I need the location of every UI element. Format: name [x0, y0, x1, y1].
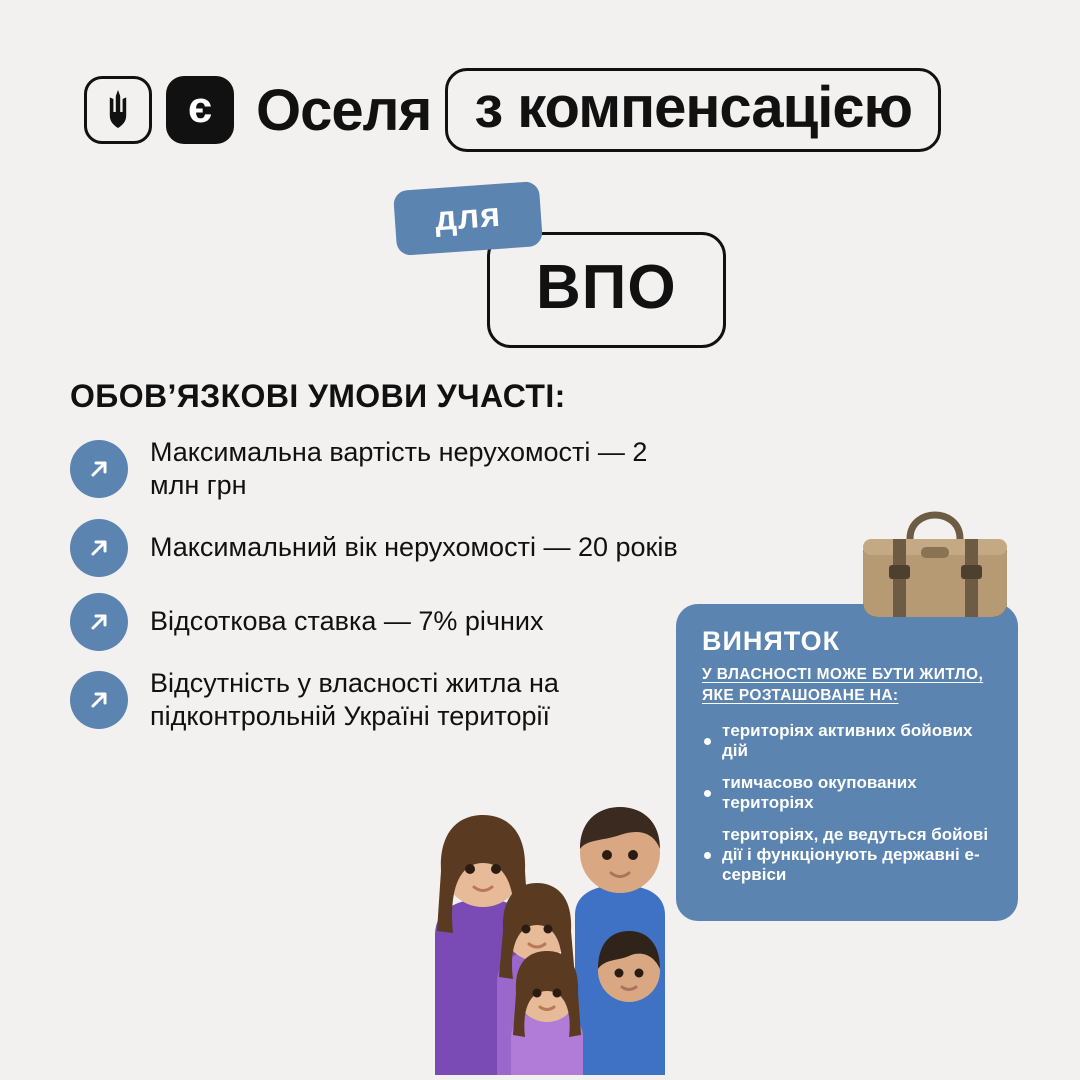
arrow-up-right-icon [70, 593, 128, 651]
exception-subtitle: У ВЛАСНОСТІ МОЖЕ БУТИ ЖИТЛО, ЯКЕ РОЗТАШОВАНЕ НА: [702, 666, 984, 704]
list-item [70, 667, 690, 734]
list-item [70, 519, 690, 577]
travel-bag-illustration [855, 505, 1015, 635]
ukraine-trident-emblem-icon [84, 76, 152, 144]
arrow-up-right-icon [70, 519, 128, 577]
diia-logo: є [166, 76, 234, 144]
exception-list [702, 721, 996, 885]
list-item [70, 436, 690, 503]
arrow-up-right-icon [70, 440, 128, 498]
list-item: тимчасово окупованих територіях [702, 773, 996, 813]
list-item [70, 593, 690, 651]
audience-badge: ВПО [487, 232, 726, 348]
family-illustration [425, 745, 725, 1080]
for-badge: для [393, 181, 543, 256]
list-item: територіях активних бойових дій [702, 721, 996, 761]
exception-card [676, 604, 1018, 921]
list-item-label: Відсоткова ставка — 7% річних [150, 606, 544, 637]
page-title-highlight: з компенсацією [445, 68, 941, 152]
list-item-label: Відсутність у власності житла на підконтрольній Україні території [150, 667, 559, 732]
header [84, 68, 941, 152]
conditions-heading: ОБОВ’ЯЗКОВІ УМОВИ УЧАСТІ: [70, 378, 566, 414]
exception-title: ВИНЯТОК [702, 626, 841, 656]
arrow-up-right-icon [70, 671, 128, 729]
list-item-label: Максимальний вік нерухомості — 20 років [150, 532, 678, 563]
conditions-list [70, 436, 690, 750]
list-item-label: Максимальна вартість нерухомості — 2 млн грн [150, 437, 648, 501]
page-title: Оселя [256, 77, 432, 143]
list-item: територіях, де ведуться бойові дії і функціонують державні е-сервіси [702, 825, 996, 885]
